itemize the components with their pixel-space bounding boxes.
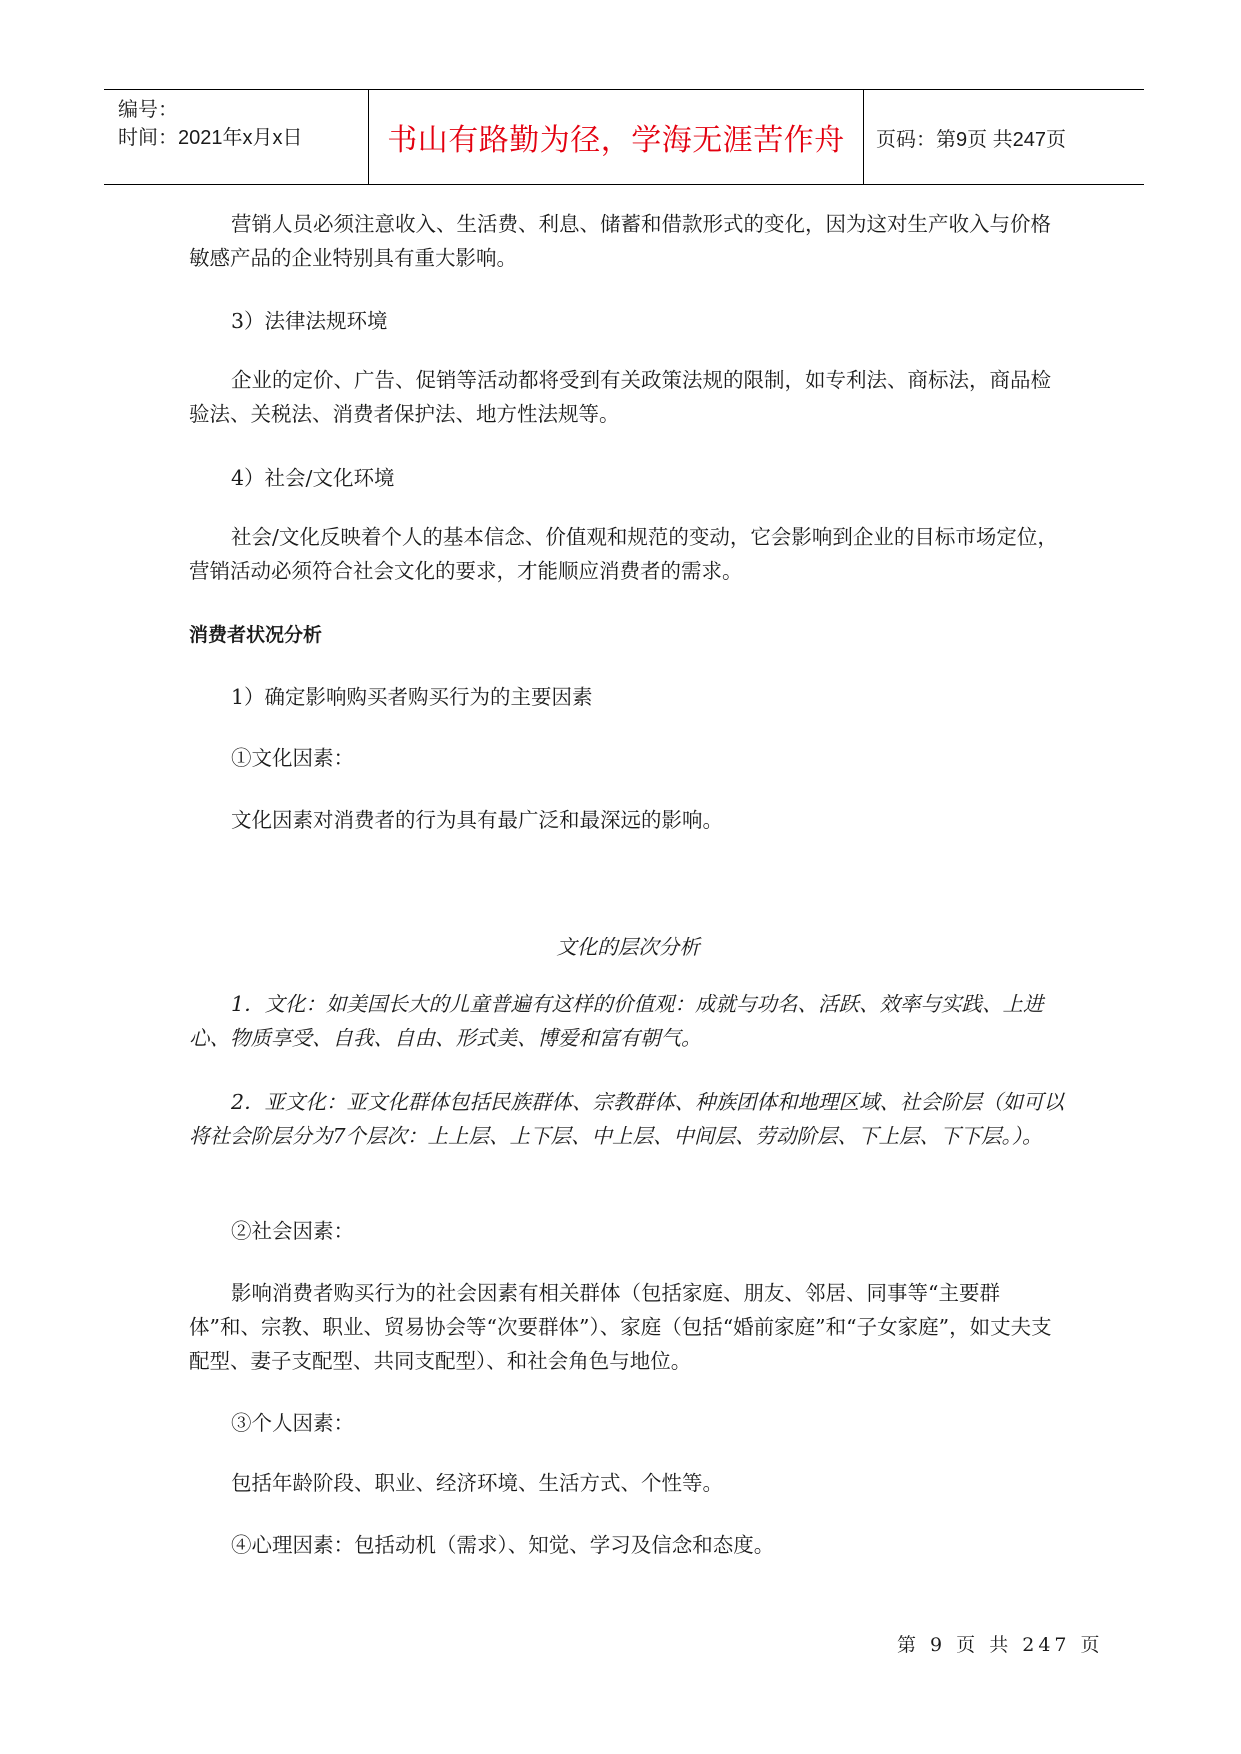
heading-personal-factor: ③个人因素： [231, 1411, 354, 1435]
page-footer: 第 9 页 共 247 页 [897, 1634, 1104, 1656]
section-title-consumer: 消费者状况分析 [189, 624, 323, 646]
paragraph-income: 营销人员必须注意收入、生活费、利息、储蓄和借款形式的变化，因为这对生产收入与价格敏感产品的企业特别具有重大影响。 [189, 212, 1051, 270]
heading-social-environment: 4）社会/文化环境 [231, 466, 395, 490]
culture-levels-title: 文化的层次分析 [556, 935, 700, 959]
heading-social-factor: ②社会因素： [231, 1219, 354, 1243]
header-motto: 书山有路勤为径，学海无涯苦作舟 [387, 123, 845, 158]
heading-culture-factor: ①文化因素： [231, 746, 354, 770]
header-meta [104, 90, 369, 184]
paragraph-social-factor: 影响消费者购买行为的社会因素有相关群体（包括家庭、朋友、邻居、同事等“主要群体”和、宗教、职业、贸易协会等“次要群体”）、家庭（包括“婚前家庭”和“子女家庭”，如丈夫支配型、妻子支配型、共同支配型）、和社会角色与地位。 [189, 1281, 1052, 1373]
culture-item-2: 2．亚文化：亚文化群体包括民族群体、宗教群体、种族团体和地理区域、社会阶层（如可以将社会阶层分为7个层次：上上层、上下层、中上层、中间层、劳动阶层、下上层、下下层。）。 [189, 1090, 1065, 1148]
header-time-label: 时间：2021年x月x日 [118, 127, 303, 149]
culture-item-1: 1．文化：如美国长大的儿童普遍有这样的价值观：成就与功名、活跃、效率与实践、上进心、物质享受、自我、自由、形式美、博爱和富有朝气。 [189, 992, 1044, 1050]
paragraph-personal-factor: 包括年龄阶段、职业、经济环境、生活方式、个性等。 [231, 1471, 723, 1495]
paragraph-legal: 企业的定价、广告、促销等活动都将受到有关政策法规的限制，如专利法、商标法，商品检验法、关税法、消费者保护法、地方性法规等。 [189, 368, 1051, 426]
page-header [104, 89, 1144, 185]
paragraph-social: 社会/文化反映着个人的基本信念、价值观和规范的变动，它会影响到企业的目标市场定位，营销活动必须符合社会文化的要求，才能顺应消费者的需求。 [189, 525, 1058, 583]
heading-legal-environment: 3）法律法规环境 [231, 309, 388, 333]
paragraph-psychological-factor: ④心理因素：包括动机（需求）、知觉、学习及信念和态度。 [231, 1533, 775, 1557]
heading-main-factors: 1）确定影响购买者购买行为的主要因素 [231, 685, 593, 709]
paragraph-culture-factor: 文化因素对消费者的行为具有最广泛和最深远的影响。 [231, 808, 723, 832]
header-page-info: 页码：第9页 共247页 [876, 128, 1067, 151]
header-motto-cell [369, 90, 864, 184]
header-page-cell [864, 90, 1144, 184]
header-number-label: 编号： [118, 99, 178, 121]
